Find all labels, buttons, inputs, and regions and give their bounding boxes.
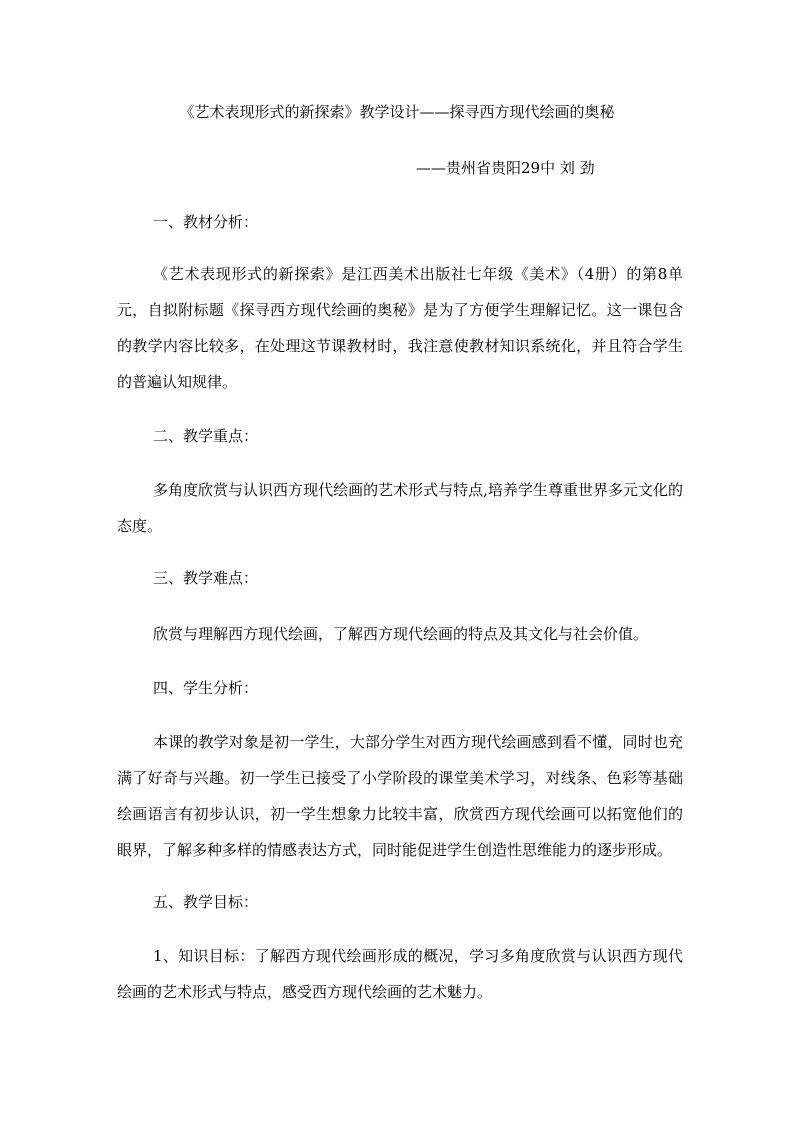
section-body-difficulties: 欣赏与理解西方现代绘画，了解西方现代绘画的特点及其文化与社会价值。	[153, 625, 649, 643]
section-heading-key-points: 二、教学重点：	[153, 427, 259, 445]
section-body-textbook-analysis: 《艺术表现形式的新探索》是江西美术出版社七年级《美术》（4册）的第8单元，自拟附标题《探寻西方现代绘画的奥秘》是为了方便学生理解记忆。这一课包含的教学内容比较多，在处理这节课教材时，我注意使教材知识系统化，并且符合学生的普遍认知规律。	[117, 265, 683, 391]
document-title: 《艺术表现形式的新探索》教学设计——探寻西方现代绘画的奥秘	[179, 103, 615, 121]
section-heading-teaching-goals: 五、教学目标：	[153, 893, 259, 911]
section-body-student-analysis: 本课的教学对象是初一学生，大部分学生对西方现代绘画感到看不懂，同时也充满了好奇与兴趣。初一学生已接受了小学阶段的课堂美术学习，对线条、色彩等基础绘画语言有初步认识，初一学生想象力比较丰富，欣赏西方现代绘画可以拓宽他们的眼界，了解多种多样的情感表达方式，同时能促进学生创造性思维能力的逐步形成。	[117, 733, 683, 859]
section-heading-textbook-analysis: 一、教材分析：	[153, 213, 259, 231]
section-body-key-points: 多角度欣赏与认识西方现代绘画的艺术形式与特点,培养学生尊重世界多元文化的态度。	[117, 481, 683, 535]
section-body-teaching-goals: 1、知识目标：了解西方现代绘画形成的概况，学习多角度欣赏与认识西方现代绘画的艺术形式与特点，感受西方现代绘画的艺术魅力。	[117, 947, 683, 1001]
section-heading-student-analysis: 四、学生分析：	[153, 679, 259, 697]
document-author: ——贵州省贵阳29中 刘 劲	[416, 159, 595, 177]
section-heading-difficulties: 三、教学难点：	[153, 569, 259, 587]
